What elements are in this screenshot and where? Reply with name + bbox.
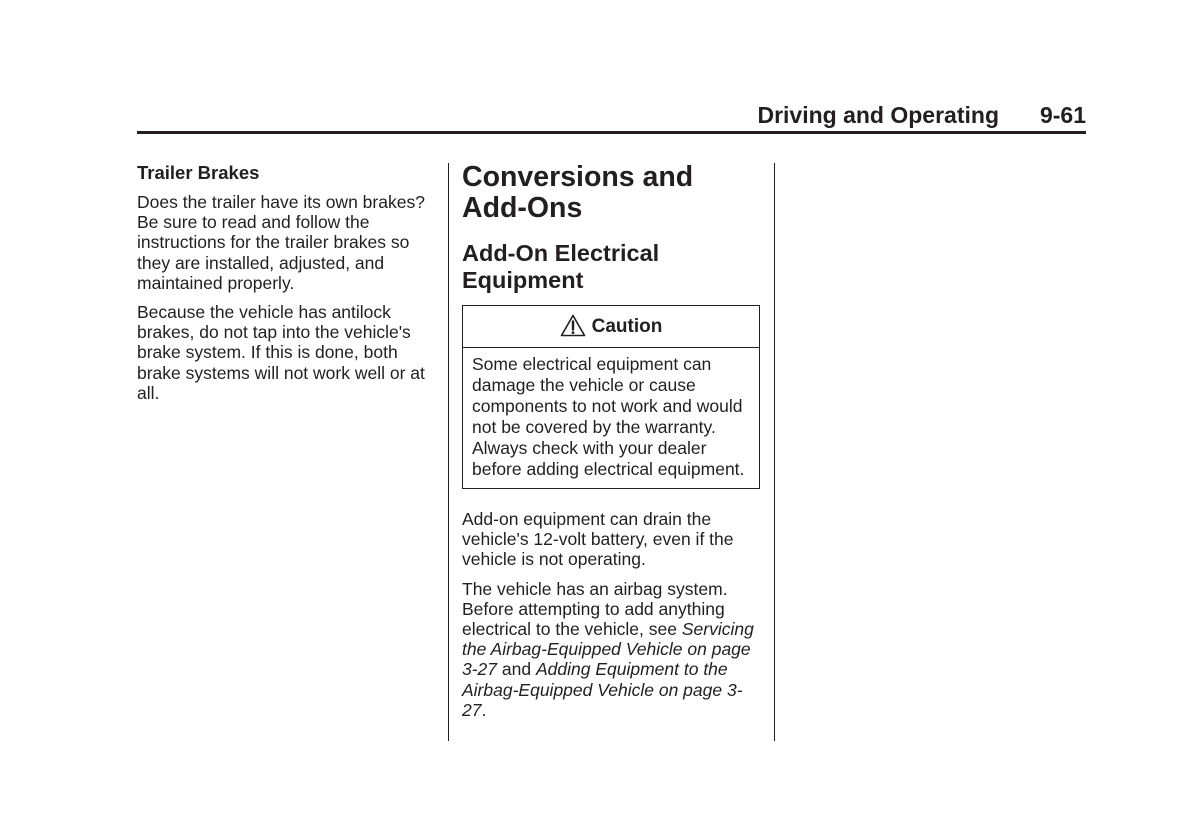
trailer-brakes-paragraph-2: Because the vehicle has antilock brakes, do not tap into the vehicle's brake system. If this is done, both brake systems will not work well or at all. xyxy=(137,302,425,403)
airbag-paragraph-joiner: and xyxy=(501,659,532,680)
caution-box xyxy=(462,305,760,489)
caution-header xyxy=(463,306,759,348)
trailer-brakes-heading: Trailer Brakes xyxy=(137,162,260,183)
middle-column xyxy=(462,162,764,729)
servicing-airbag-link[interactable]: Servicing the Airbag-Equipped Vehicle on page 3-27 xyxy=(462,619,754,680)
column-divider-left xyxy=(448,163,449,741)
warning-triangle-icon xyxy=(560,314,586,337)
airbag-paragraph-end: . xyxy=(481,699,487,720)
battery-drain-paragraph: Add-on equipment can drain the vehicle's 12-volt battery, even if the vehicle is not operating. xyxy=(462,509,734,570)
page-number: 9-61 xyxy=(1039,102,1086,128)
airbag-paragraph-intro: The vehicle has an airbag system. Before attempting to add anything electrical to the vehicle, see xyxy=(462,578,728,640)
page-header xyxy=(137,100,1086,134)
adding-equipment-link[interactable]: Adding Equipment to the Airbag-Equipped Vehicle on page 3-27 xyxy=(462,659,743,720)
caution-text: Some electrical equipment can damage the vehicle or cause components to not work and would not be covered by the warranty. Always check with your dealer before adding electrical equipment. xyxy=(472,354,745,479)
section-heading: Conversions and Add-Ons xyxy=(462,161,694,224)
caution-label: Caution xyxy=(591,315,663,337)
trailer-brakes-paragraph-1: Does the trailer have its own brakes? Be sure to read and follow the instructions for the trailer brakes so they are installed, adjusted, and maintained properly. xyxy=(137,192,425,293)
topic-heading: Add-On Electrical Equipment xyxy=(462,240,660,293)
airbag-paragraph xyxy=(462,579,764,720)
left-column xyxy=(137,162,437,412)
section-title: Driving and Operating xyxy=(757,102,999,128)
column-divider-right xyxy=(774,163,775,741)
